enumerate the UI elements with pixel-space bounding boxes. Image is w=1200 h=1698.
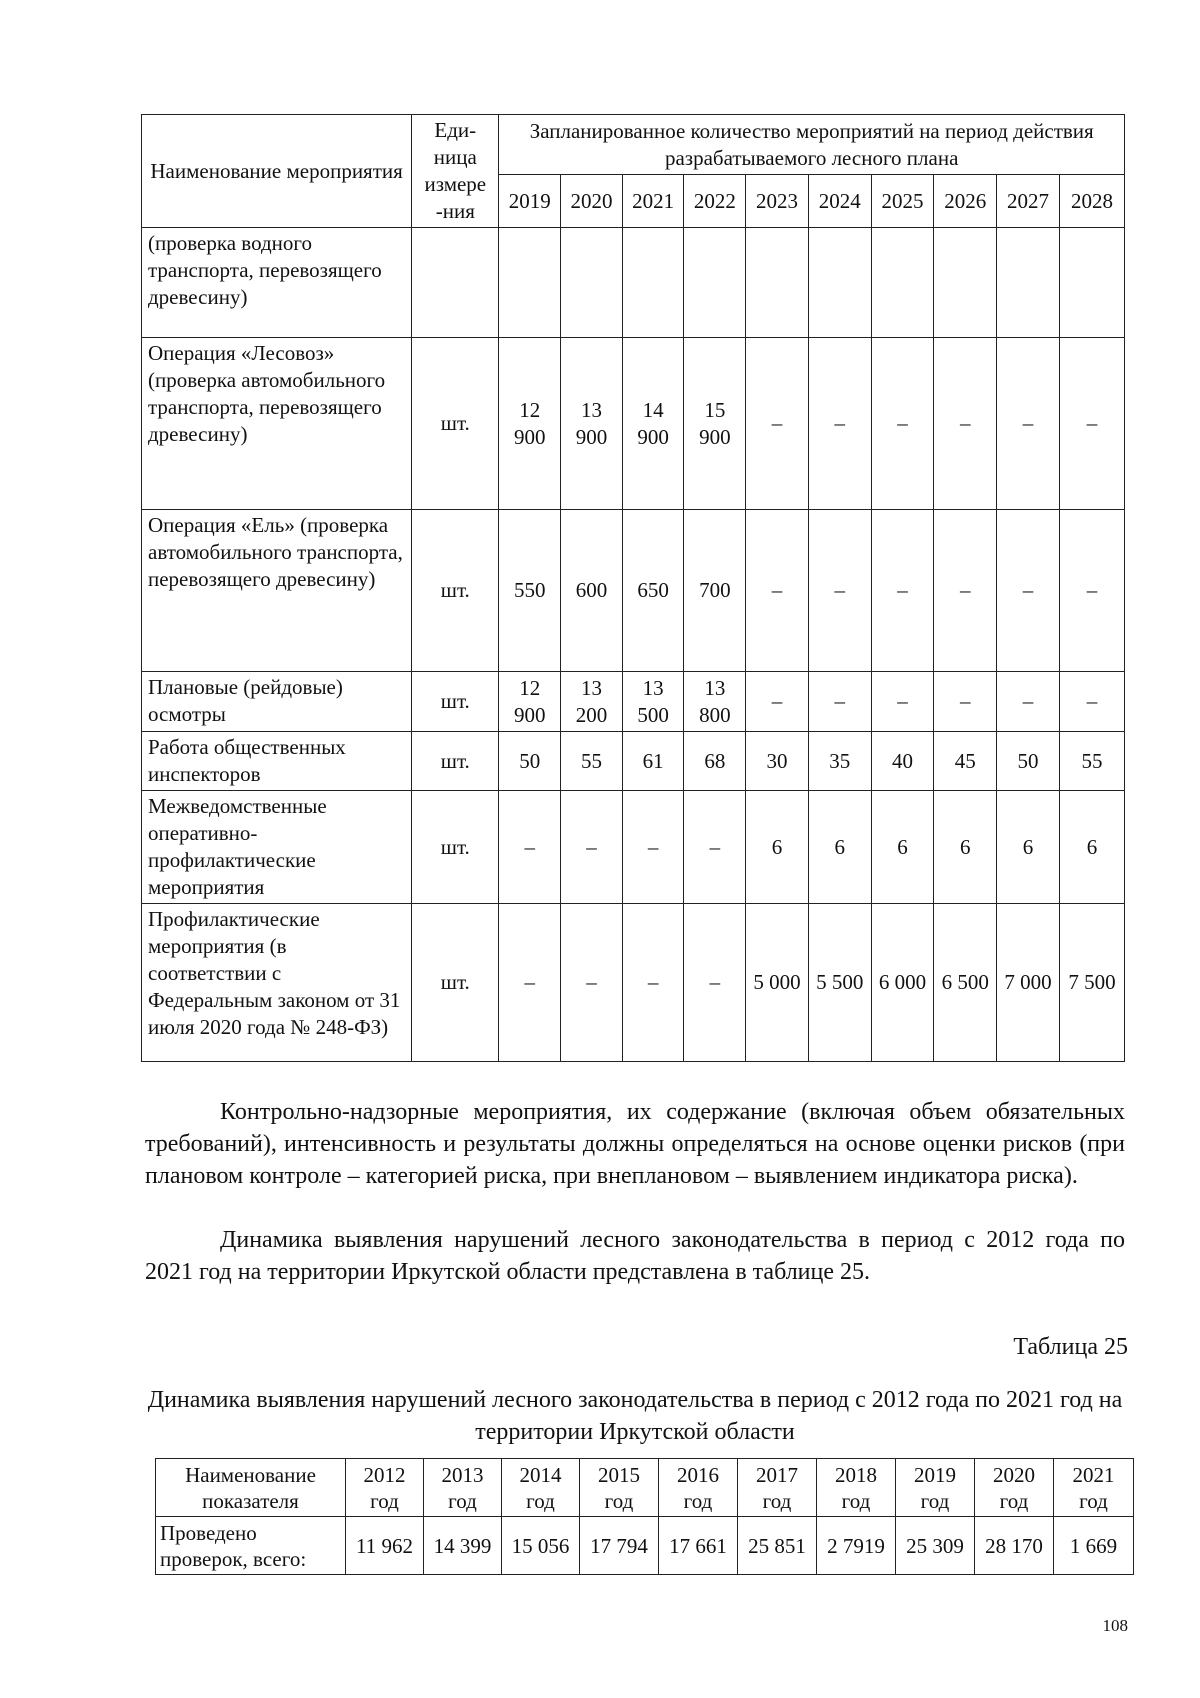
row-value: – — [871, 510, 934, 672]
row-value: 17 661 — [659, 1517, 738, 1575]
header-year: 2012 год — [346, 1459, 424, 1517]
row-value: – — [561, 791, 623, 904]
row-value: 550 — [499, 510, 561, 672]
row-value: 40 — [871, 732, 934, 791]
header-year: 2020 год — [975, 1459, 1054, 1517]
violations-table — [155, 1458, 1134, 1575]
row-name: Операция «Лесовоз» (проверка автомобильного транспорта, перевозящего древесину) — [142, 338, 412, 510]
row-value: 600 — [561, 510, 623, 672]
row-value: 15 900 — [684, 338, 746, 510]
header-year: 2017 год — [738, 1459, 817, 1517]
row-value: – — [746, 510, 809, 672]
table-row — [142, 510, 1125, 672]
header-unit-col: Еди-ница измере -ния — [412, 115, 499, 228]
row-value: 1 669 — [1054, 1517, 1134, 1575]
row-value: 6 — [871, 791, 934, 904]
row-unit — [412, 228, 499, 338]
row-name: Межведомственные оперативно-профилактические мероприятия — [142, 791, 412, 904]
row-value: – — [684, 904, 746, 1062]
row-value: – — [997, 672, 1060, 732]
row-value: 12 900 — [499, 672, 561, 732]
row-value: – — [1059, 510, 1124, 672]
paragraph-violations-dynamics: Динамика выявления нарушений лесного законодательства в период с 2012 года по 2021 год на территории Иркутской области представлена в таблице 25. — [145, 1227, 1125, 1285]
row-value: – — [622, 791, 684, 904]
row-value: 6 — [746, 791, 809, 904]
row-value — [622, 228, 684, 338]
row-value: 650 — [622, 510, 684, 672]
row-value: 13 200 — [561, 672, 623, 732]
header-year: 2019 год — [896, 1459, 975, 1517]
row-value — [934, 228, 997, 338]
row-value: – — [499, 904, 561, 1062]
row-value: 6 — [1059, 791, 1124, 904]
header-year: 2023 — [746, 175, 809, 228]
row-value: 17 794 — [580, 1517, 659, 1575]
row-unit: шт. — [412, 338, 499, 510]
header-year: 2019 — [499, 175, 561, 228]
row-value: – — [1059, 672, 1124, 732]
row-value — [499, 228, 561, 338]
header-year: 2021 — [622, 175, 684, 228]
row-value: 13 500 — [622, 672, 684, 732]
table-label: Таблица 25 — [1013, 1334, 1128, 1360]
row-value: – — [746, 338, 809, 510]
row-value: – — [934, 338, 997, 510]
row-value: – — [808, 338, 871, 510]
row-value: – — [1059, 338, 1124, 510]
row-value: 28 170 — [975, 1517, 1054, 1575]
row-unit: шт. — [412, 904, 499, 1062]
row-value: – — [871, 672, 934, 732]
row-value: 11 962 — [346, 1517, 424, 1575]
row-value: 6 — [808, 791, 871, 904]
row-value: 5 500 — [808, 904, 871, 1062]
row-unit: шт. — [412, 791, 499, 904]
table-header-row — [142, 115, 1125, 175]
row-value: – — [684, 791, 746, 904]
row-value — [746, 228, 809, 338]
row-value: 68 — [684, 732, 746, 791]
row-value: 7 500 — [1059, 904, 1124, 1062]
table-row — [142, 228, 1125, 338]
row-unit: шт. — [412, 672, 499, 732]
table-title: Динамика выявления нарушений лесного законодательства в период с 2012 года по 2021 год на территории Иркутской области — [147, 1387, 1123, 1445]
row-value: 13 800 — [684, 672, 746, 732]
row-value: 6 000 — [871, 904, 934, 1062]
row-value: 61 — [622, 732, 684, 791]
header-period: Запланированное количество мероприятий на период действия разрабатываемого лесного плана — [499, 115, 1125, 175]
row-value — [561, 228, 623, 338]
row-value: – — [997, 510, 1060, 672]
row-value: 50 — [997, 732, 1060, 791]
row-value: 12 900 — [499, 338, 561, 510]
row-value: 15 056 — [502, 1517, 580, 1575]
row-unit: шт. — [412, 510, 499, 672]
row-value: – — [934, 510, 997, 672]
row-value: 6 — [934, 791, 997, 904]
row-value: 6 500 — [934, 904, 997, 1062]
row-value: 35 — [808, 732, 871, 791]
header-year: 2028 — [1059, 175, 1124, 228]
header-year: 2020 — [561, 175, 623, 228]
row-name: Работа общественных инспекторов — [142, 732, 412, 791]
table-row — [142, 732, 1125, 791]
row-value — [871, 228, 934, 338]
header-year: 2025 — [871, 175, 934, 228]
row-value: 55 — [1059, 732, 1124, 791]
row-value: 25 309 — [896, 1517, 975, 1575]
header-year: 2014 год — [502, 1459, 580, 1517]
header-year: 2024 — [808, 175, 871, 228]
table-header-row — [156, 1459, 1134, 1517]
row-value: – — [808, 672, 871, 732]
table-row — [142, 672, 1125, 732]
row-value: 25 851 — [738, 1517, 817, 1575]
header-name-col: Наименование показателя — [156, 1459, 346, 1517]
row-value: 30 — [746, 732, 809, 791]
table-row — [142, 791, 1125, 904]
row-value: – — [808, 510, 871, 672]
row-value: – — [871, 338, 934, 510]
header-year: 2022 — [684, 175, 746, 228]
row-value: 5 000 — [746, 904, 809, 1062]
events-table — [141, 114, 1125, 1062]
table-row — [156, 1517, 1134, 1575]
row-value — [808, 228, 871, 338]
row-name: Проведено проверок, всего: — [156, 1517, 346, 1575]
row-name: Операция «Ель» (проверка автомобильного транспорта, перевозящего древесину) — [142, 510, 412, 672]
row-value: 7 000 — [997, 904, 1060, 1062]
row-name: Профилактические мероприятия (в соответствии с Федеральным законом от 31 июля 2020 года № 248-ФЗ) — [142, 904, 412, 1062]
table-row — [142, 904, 1125, 1062]
row-unit: шт. — [412, 732, 499, 791]
table-row — [142, 338, 1125, 510]
row-name: (проверка водного транспорта, перевозящего древесину) — [142, 228, 412, 338]
header-year: 2013 год — [424, 1459, 502, 1517]
paragraph-risk-assessment: Контрольно-надзорные мероприятия, их содержание (включая объем обязательных требований), интенсивность и результаты должны определяться на основе оценки рисков (при плановом контроле – категорией риска, при внеплановом – выявлением индикатора риска). — [145, 1099, 1125, 1189]
row-value: – — [499, 791, 561, 904]
row-value: 6 — [997, 791, 1060, 904]
header-year: 2027 — [997, 175, 1060, 228]
row-value — [684, 228, 746, 338]
row-value: 14 399 — [424, 1517, 502, 1575]
row-name: Плановые (рейдовые) осмотры — [142, 672, 412, 732]
row-value: 14 900 — [622, 338, 684, 510]
row-value: 50 — [499, 732, 561, 791]
header-year: 2026 — [934, 175, 997, 228]
row-value: – — [997, 338, 1060, 510]
row-value: 45 — [934, 732, 997, 791]
header-name-col: Наименование мероприятия — [142, 115, 412, 228]
row-value: 13 900 — [561, 338, 623, 510]
row-value: 55 — [561, 732, 623, 791]
row-value — [997, 228, 1060, 338]
row-value: 2 7919 — [817, 1517, 896, 1575]
row-value — [1059, 228, 1124, 338]
header-year: 2018 год — [817, 1459, 896, 1517]
row-value: – — [746, 672, 809, 732]
header-year: 2015 год — [580, 1459, 659, 1517]
row-value: 700 — [684, 510, 746, 672]
header-year: 2016 год — [659, 1459, 738, 1517]
row-value: – — [561, 904, 623, 1062]
row-value: – — [622, 904, 684, 1062]
row-value: – — [934, 672, 997, 732]
page-number: 108 — [1102, 1616, 1128, 1635]
header-year: 2021 год — [1054, 1459, 1134, 1517]
